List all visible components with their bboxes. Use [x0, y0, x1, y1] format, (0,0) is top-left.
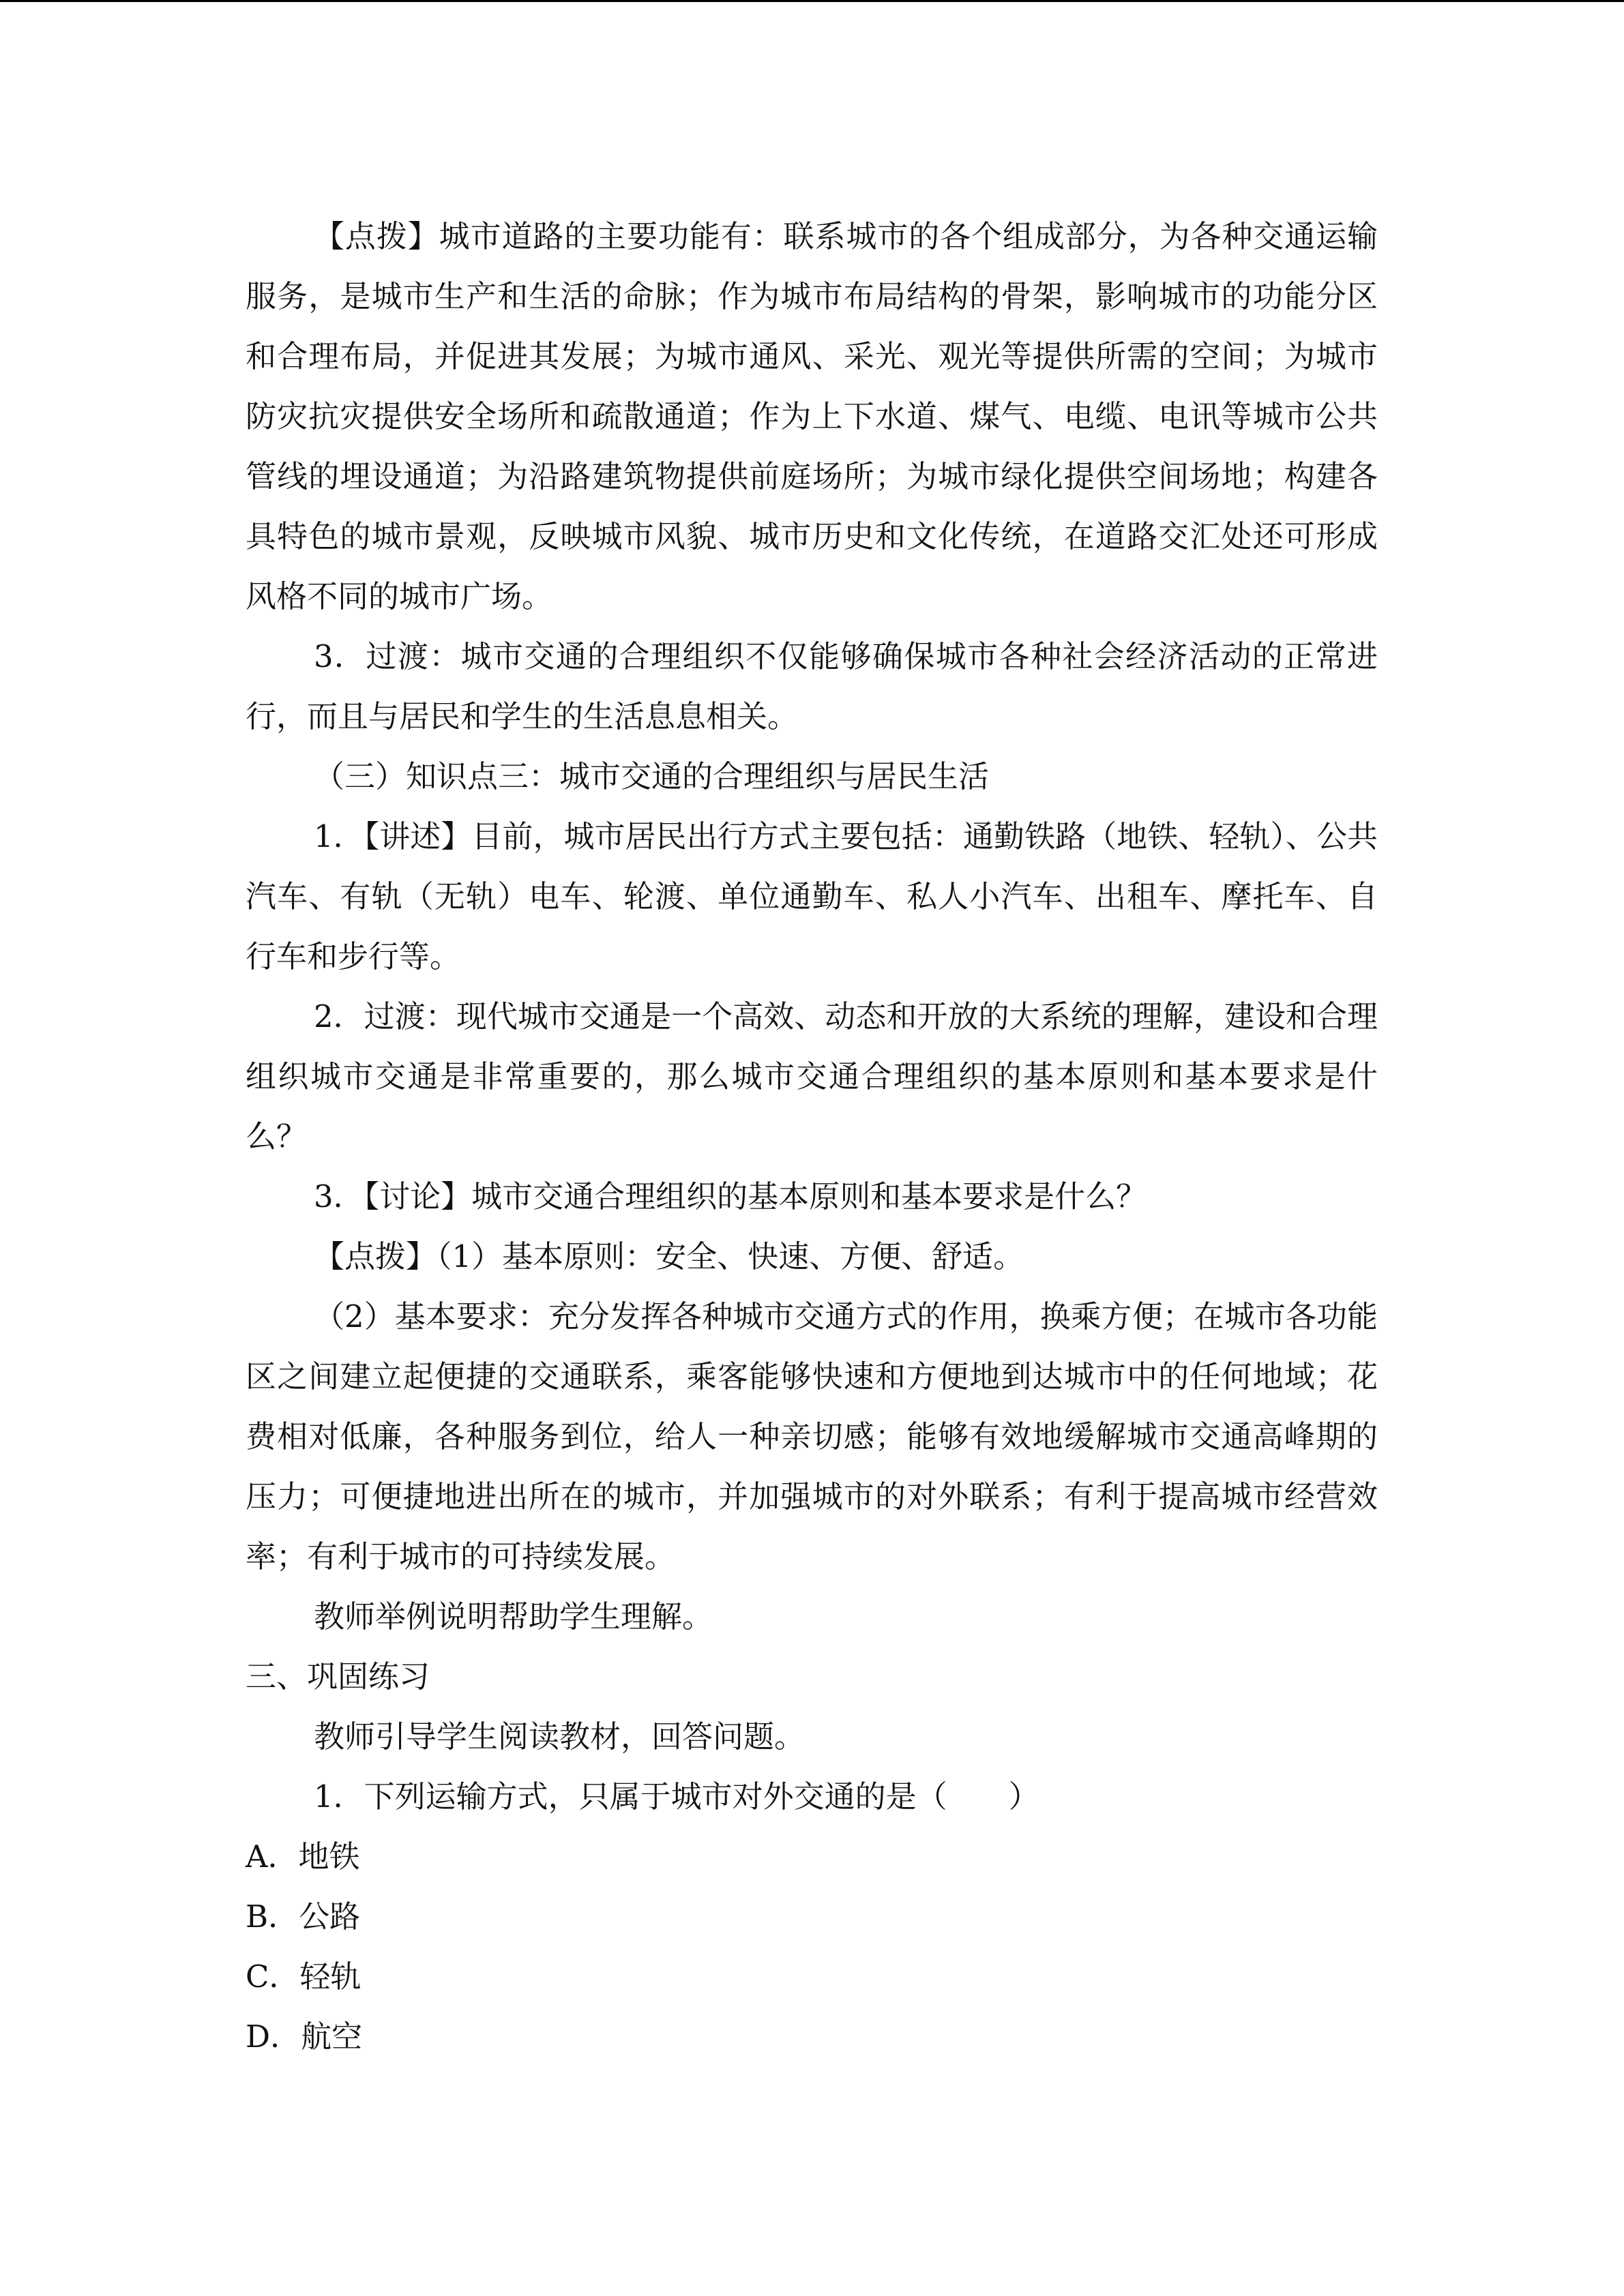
answer-option-c: C．轻轨: [246, 1958, 361, 1995]
document-body: [246, 207, 1378, 2067]
answer-option-d: D．航空: [246, 2018, 363, 2055]
paragraph-narration-travel-modes: 1．【讲述】目前，城市居民出行方式主要包括：通勤铁路（地铁、轻轨）、公共汽车、有轨（无轨）电车、轮渡、单位通勤车、私人小汽车、出租车、摩托车、自行车和步行等。: [246, 818, 1378, 974]
section-heading-knowledge-point-3: （三）知识点三：城市交通的合理组织与居民生活: [314, 758, 990, 794]
paragraph-guidance-road-functions: 【点拨】城市道路的主要功能有：联系城市的各个组成部分，为各种交通运输服务，是城市生产和生活的命脉；作为城市布局结构的骨架，影响城市的功能分区和合理布局，并促进其发展；为城市通风、采光、观光等提供所需的空间；为城市防灾抗灾提供安全场所和疏散通道；作为上下水道、煤气、电缆、电讯等城市公共管线的埋设通道；为沿路建筑物提供前庭场所；为城市绿化提供空间场地；构建各具特色的城市景观，反映城市风貌、城市历史和文化传统，在道路交汇处还可形成风格不同的城市广场。: [246, 218, 1378, 614]
answer-option-b: B．公路: [246, 1898, 361, 1935]
question-1: 1．下列运输方式，只属于城市对外交通的是（ ）: [314, 1778, 1039, 1815]
section-heading-practice: 三、巩固练习: [246, 1658, 430, 1695]
paragraph-guidance-principles: 【点拨】（1）基本原则：安全、快速、方便、舒适。: [314, 1238, 1024, 1274]
paragraph-transition-3: 3．过渡：城市交通的合理组织不仅能够确保城市各种社会经济活动的正常进行，而且与居民和学生的生活息息相关。: [246, 638, 1378, 734]
paragraph-teacher-example: 教师举例说明帮助学生理解。: [314, 1598, 713, 1635]
paragraph-discussion: 3．【讨论】城市交通合理组织的基本原则和基本要求是什么？: [314, 1178, 1147, 1214]
paragraph-teacher-guidance: 教师引导学生阅读教材，回答问题。: [314, 1718, 806, 1755]
paragraph-basic-requirements: （2）基本要求：充分发挥各种城市交通方式的作用，换乘方便；在城市各功能区之间建立起便捷的交通联系，乘客能够快速和方便地到达城市中的任何地域；花费相对低廉，各种服务到位，给人一种亲切感；能够有效地缓解城市交通高峰期的压力；可便捷地进出所在的城市，并加强城市的对外联系；有利于提高城市经营效率；有利于城市的可持续发展。: [246, 1298, 1378, 1575]
answer-option-a: A．地铁: [246, 1838, 360, 1875]
paragraph-transition-2: 2．过渡：现代城市交通是一个高效、动态和开放的大系统的理解，建设和合理组织城市交通是非常重要的，那么城市交通合理组织的基本原则和基本要求是什么？: [246, 998, 1378, 1154]
